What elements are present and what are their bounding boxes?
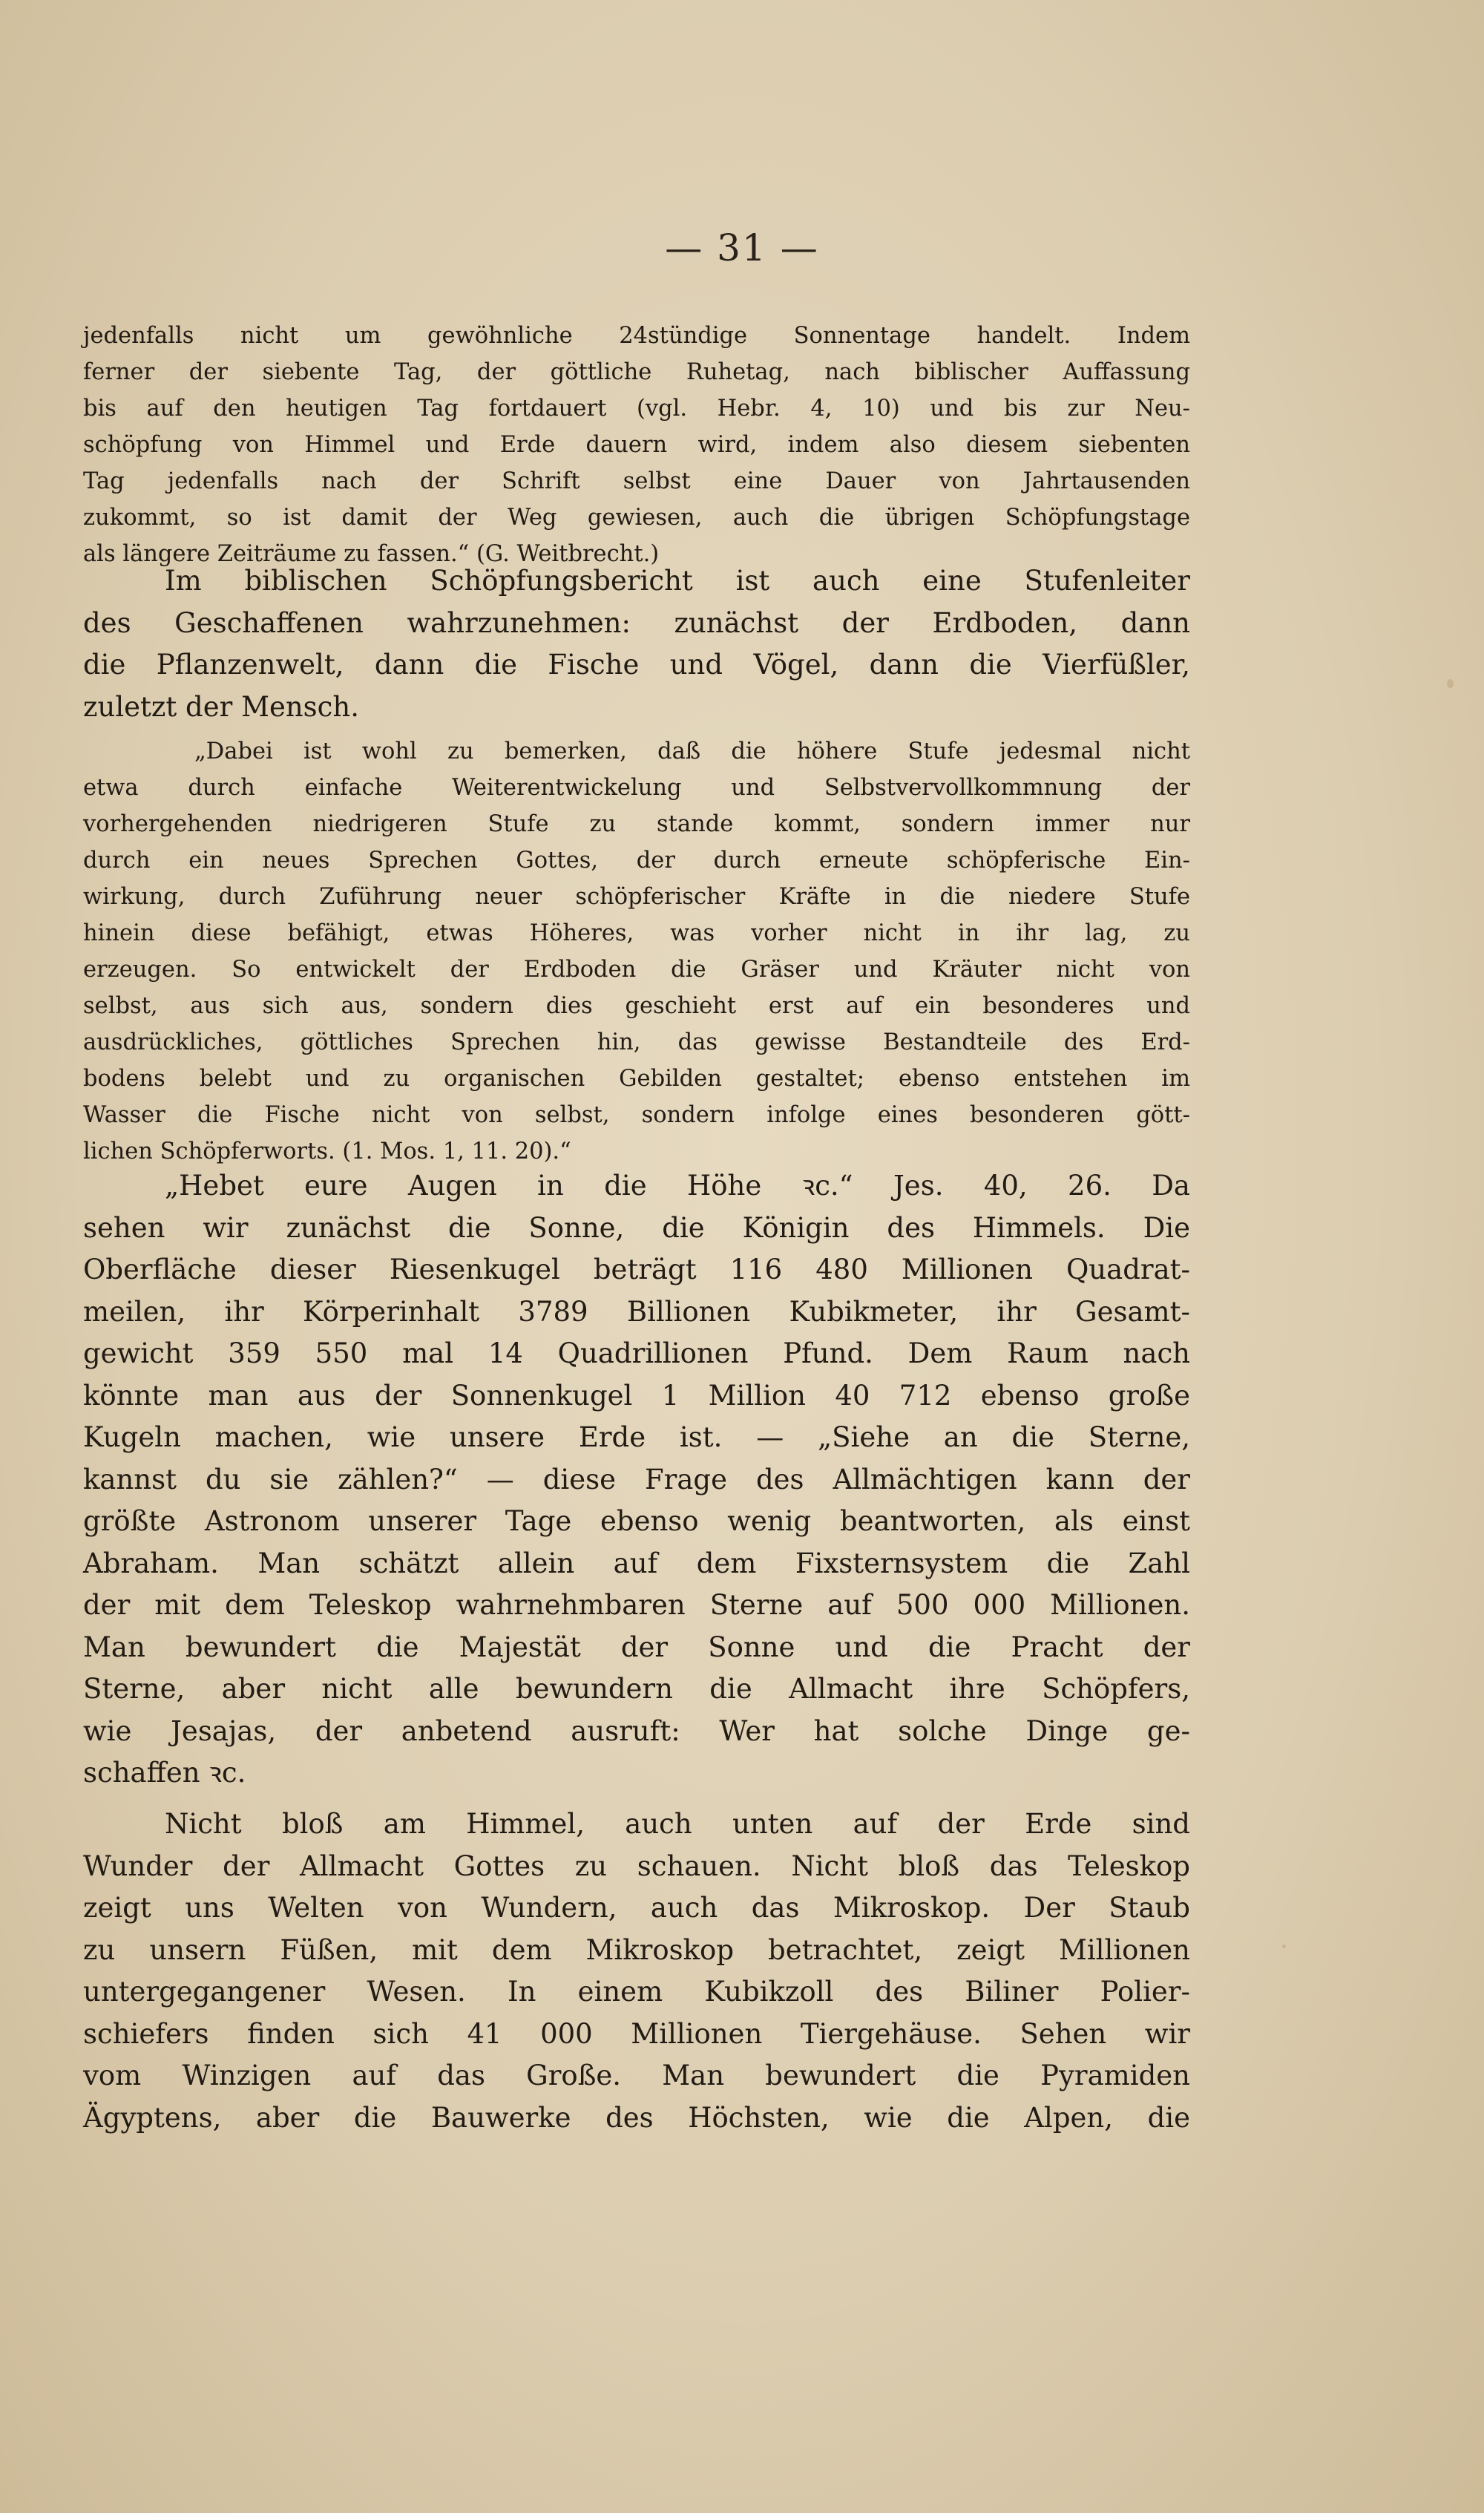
text-line: zuletzt der Mensch. (83, 690, 359, 723)
text-line: Nicht bloß am Himmel, auch unten auf der Erde sind (165, 1808, 1190, 1840)
text-line: Wunder der Allmacht Gottes zu schauen. Nicht bloß das Teleskop (83, 1849, 1190, 1882)
text-line: Ägyptens, aber die Bauwerke des Höchsten, wie die Alpen, die (83, 2101, 1190, 2134)
text-line: zeigt uns Welten von Wundern, auch das Mikroskop. Der Staub (83, 1892, 1190, 1924)
text-line: vorhergehenden niedrigeren Stufe zu stande kommt, sondern immer nur (83, 811, 1190, 837)
text-line: sehen wir zunächst die Sonne, die Königin des Himmels. Die (83, 1211, 1190, 1244)
text-line: vom Winzigen auf das Große. Man bewundert die Pyramiden (83, 2060, 1190, 2091)
page-number: — 31 — (665, 226, 819, 269)
text-line: erzeugen. So entwickelt der Erdboden die Gräser und Kräuter nicht von (83, 957, 1190, 983)
text-line: „Dabei ist wohl zu bemerken, daß die höhere Stufe jedesmal nicht (194, 738, 1190, 764)
paragraph-quote-stufe (83, 733, 1190, 1170)
text-line: wie Jesajas, der anbetend ausruft: Wer hat solche Dinge ge- (83, 1714, 1190, 1747)
paragraph-hebet-eure-augen (83, 1165, 1190, 1795)
text-line: als längere Zeiträume zu fassen.“ (G. Weitbrecht.) (83, 541, 660, 567)
text-line: des Geschaffenen wahrzunehmen: zunächst der Erdboden, dann (83, 606, 1190, 639)
text-line: Tag jedenfalls nach der Schrift selbst eine Dauer von Jahrtausenden (83, 468, 1190, 494)
text-line: größte Astronom unserer Tage ebenso wenig beantworten, als einst (83, 1505, 1190, 1537)
paragraph-quote-weitbrecht (83, 318, 1190, 572)
text-line: der mit dem Teleskop wahrnehmbaren Sterne auf 500 000 Millionen. (83, 1589, 1190, 1621)
text-line: schiefers finden sich 41 000 Millionen Tiergehäuse. Sehen wir (83, 2017, 1190, 2050)
paper-stain (1282, 1944, 1286, 1948)
paragraph-nicht-bloss-am-himmel (83, 1803, 1190, 2139)
text-line: untergegangener Wesen. In einem Kubikzoll des Biliner Polier- (83, 1976, 1190, 2008)
text-line: hinein diese befähigt, etwas Höheres, was vorher nicht in ihr lag, zu (83, 920, 1190, 946)
text-line: meilen, ihr Körperinhalt 3789 Billionen Kubikmeter, ihr Gesamt- (83, 1295, 1190, 1328)
text-line: die Pflanzenwelt, dann die Fische und Vögel, dann die Vierfüßler, (83, 649, 1190, 681)
text-line: Wasser die Fische nicht von selbst, sondern infolge eines besonderen gött- (83, 1102, 1190, 1128)
text-line: Abraham. Man schätzt allein auf dem Fixsternsystem die Zahl (83, 1547, 1190, 1579)
text-line: „Hebet eure Augen in die Höhe ꝛc.“ Jes. 40, 26. Da (165, 1170, 1190, 1202)
text-line: Sterne, aber nicht alle bewundern die Allmacht ihre Schöpfers, (83, 1673, 1190, 1705)
text-line: gewicht 359 550 mal 14 Quadrillionen Pfund. Dem Raum nach (83, 1337, 1190, 1369)
text-line: schöpfung von Himmel und Erde dauern wird, indem also diesem siebenten (83, 432, 1190, 458)
paragraph-stufenleiter (83, 560, 1190, 728)
text-line: Man bewundert die Majestät der Sonne und die Pracht der (83, 1631, 1190, 1663)
text-line: bis auf den heutigen Tag fortdauert (vgl. Hebr. 4, 10) und bis zur Neu- (83, 396, 1190, 422)
text-line: Kugeln machen, wie unsere Erde ist. — „Siehe an die Sterne, (83, 1421, 1190, 1453)
text-line: ferner der siebente Tag, der göttliche Ruhetag, nach biblischer Auffassung (83, 359, 1190, 385)
text-line: Oberfläche dieser Riesenkugel beträgt 116 480 Millionen Quadrat- (83, 1254, 1190, 1285)
text-line: jedenfalls nicht um gewöhnliche 24stündige Sonnentage handelt. Indem (83, 323, 1190, 349)
text-line: könnte man aus der Sonnenkugel 1 Million 40 712 ebenso große (83, 1379, 1190, 1412)
text-line: lichen Schöpferworts. (1. Mos. 1, 11. 20).“ (83, 1138, 571, 1164)
text-line: wirkung, durch Zuführung neuer schöpferischer Kräfte in die niedere Stufe (83, 884, 1190, 910)
text-line: zu unsern Füßen, mit dem Mikroskop betrachtet, zeigt Millionen (83, 1933, 1190, 1966)
text-line: zukommt, so ist damit der Weg gewiesen, auch die übrigen Schöpfungstage (83, 505, 1190, 531)
text-line: selbst, aus sich aus, sondern dies geschieht erst auf ein besonderes und (83, 993, 1190, 1019)
text-line: kannst du sie zählen?“ — diese Frage des Allmächtigen kann der (83, 1463, 1190, 1495)
text-line: ausdrückliches, göttliches Sprechen hin, das gewisse Bestandteile des Erd- (83, 1029, 1190, 1055)
text-line: schaffen ꝛc. (83, 1757, 246, 1789)
paper-stain (1447, 679, 1454, 688)
text-line: etwa durch einfache Weiterentwickelung und Selbstvervollkommnung der (83, 775, 1190, 801)
text-line: Im biblischen Schöpfungsbericht ist auch eine Stufenleiter (165, 565, 1190, 597)
text-line: durch ein neues Sprechen Gottes, der durch erneute schöpferische Ein- (83, 848, 1190, 874)
text-line: bodens belebt und zu organischen Gebilden gestaltet; ebenso entstehen im (83, 1066, 1190, 1092)
